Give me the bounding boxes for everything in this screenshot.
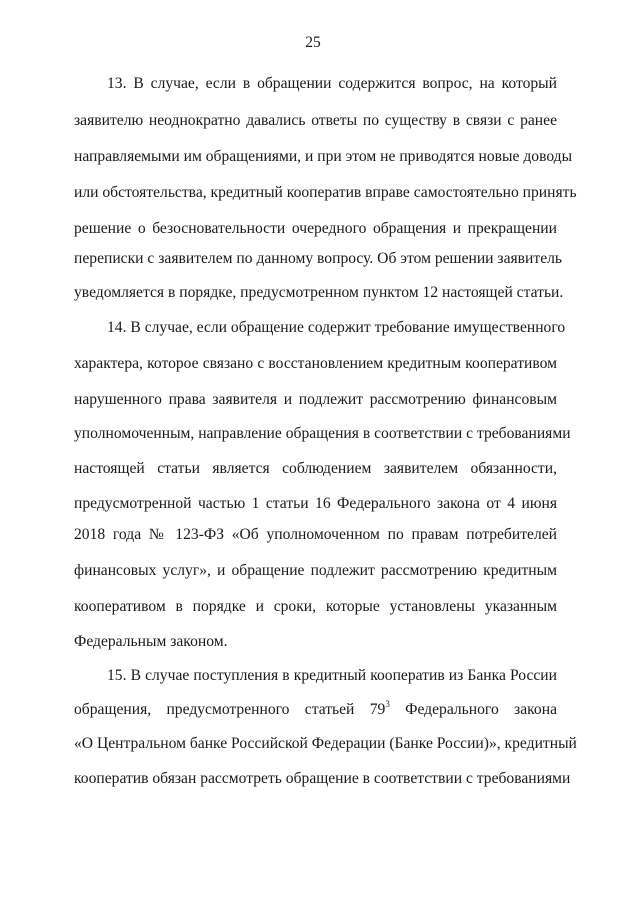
paragraph-15-line-3: «О Центральном банке Российской Федерации (Банке России)», кредитный — [74, 735, 577, 752]
paragraph-13-line-4: или обстоятельства, кредитный кооператив вправе самостоятельно принять — [74, 184, 577, 201]
paragraph-14-line-4: уполномоченным, направление обращения в соответствии с требованиями — [74, 425, 571, 442]
paragraph-15-line-2-text: обращения, предусмотренного статьей 79 — [74, 701, 386, 718]
paragraph-14-line-3: нарушенного права заявителя и подлежит рассмотрению финансовым — [74, 391, 557, 408]
paragraph-15-line-1: 15. В случае поступления в кредитный кооператив из Банка России — [107, 667, 557, 684]
paragraph-14-line-9: кооперативом в порядке и сроки, которые установлены указанным — [74, 598, 557, 615]
paragraph-14-line-7: 2018 года № 123-ФЗ «Об уполномоченном по правам потребителей — [74, 526, 557, 543]
paragraph-14-line-2: характера, которое связано с восстановлением кредитным кооперативом — [74, 355, 557, 372]
paragraph-13-line-7: уведомляется в порядке, предусмотренном пунктом 12 настоящей статьи. — [74, 284, 564, 301]
paragraph-13-line-5: решение о безосновательности очередного обращения и прекращении — [74, 220, 557, 237]
paragraph-15-line-2 — [74, 700, 557, 720]
paragraph-13-line-3: направляемыми им обращениями, и при этом не приводятся новые доводы — [74, 148, 573, 165]
superscript-article-number: 3 — [385, 699, 390, 709]
paragraph-15-line-2-tail: Федерального закона — [389, 701, 557, 718]
paragraph-13-line-1: 13. В случае, если в обращении содержится вопрос, на который — [107, 75, 557, 92]
paragraph-14-line-1: 14. В случае, если обращение содержит требование имущественного — [107, 319, 566, 336]
paragraph-14-line-8: финансовых услуг», и обращение подлежит рассмотрению кредитным — [74, 562, 557, 579]
paragraph-13-line-2: заявителю неоднократно давались ответы по существу в связи с ранее — [74, 112, 557, 129]
paragraph-14-line-10: Федеральным законом. — [74, 633, 228, 650]
paragraph-14-line-5: настоящей статьи является соблюдением заявителем обязанности, — [74, 460, 557, 477]
paragraph-14-line-6: предусмотренной частью 1 статьи 16 Федерального закона от 4 июня — [74, 495, 557, 512]
paragraph-15-line-4: кооператив обязан рассмотреть обращение в соответствии с требованиями — [74, 770, 571, 787]
paragraph-13-line-6: переписки с заявителем по данному вопросу. Об этом решении заявитель — [74, 250, 563, 267]
page-number: 25 — [305, 34, 321, 51]
